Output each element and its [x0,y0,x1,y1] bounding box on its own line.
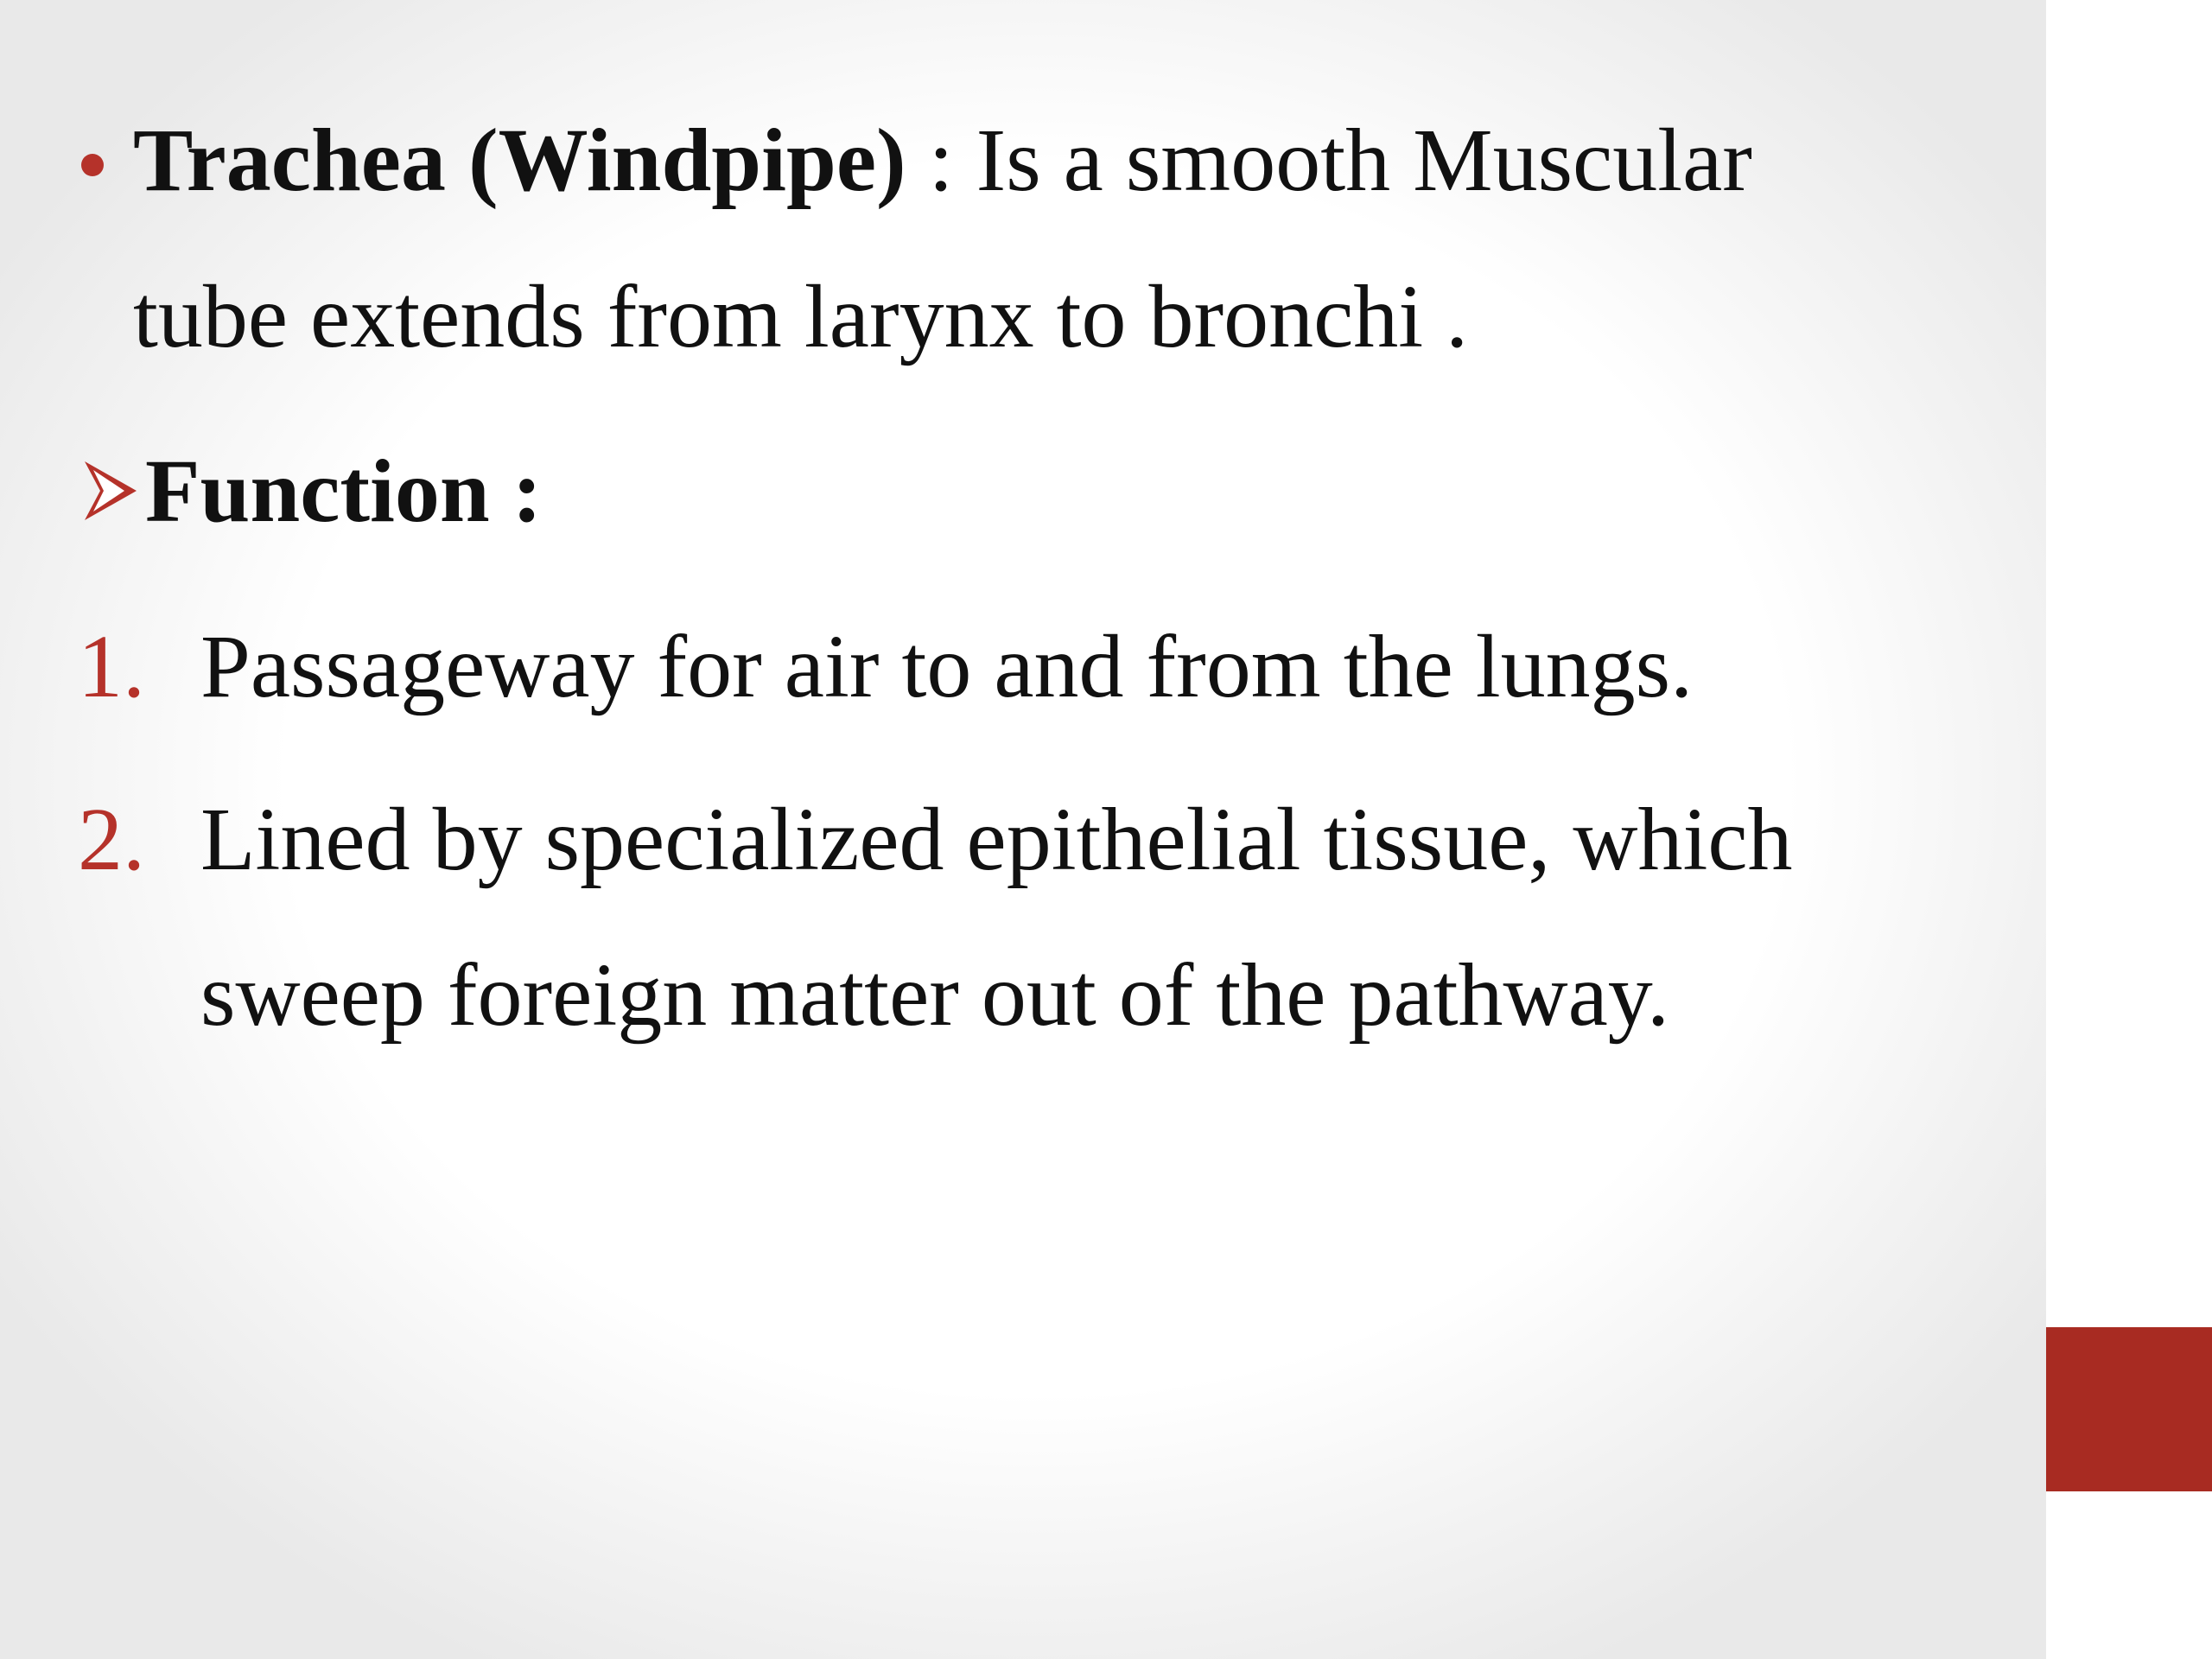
function-item-2-number: 2. [78,790,145,889]
trachea-definition-text: : Is a smooth Muscular [906,111,1752,210]
function-heading: Function : [145,442,543,541]
bullet-dot-icon [81,154,104,176]
accent-block [2046,1327,2212,1491]
function-item-1-text: Passageway for air to and from the lungs. [200,617,1694,716]
function-item-2-text-line-2: sweep foreign matter out of the pathway. [200,945,1670,1045]
trachea-definition-line-2: tube extends from larynx to bronchi . [133,267,1469,366]
trachea-term: Trachea (Windpipe) [133,111,906,210]
function-item-1-number: 1. [78,617,145,716]
function-item-2-text-line-1: Lined by specialized epithelial tissue, which [200,790,1793,889]
trachea-definition-line-1 [133,111,1752,210]
arrow-bullet-icon [81,460,138,522]
